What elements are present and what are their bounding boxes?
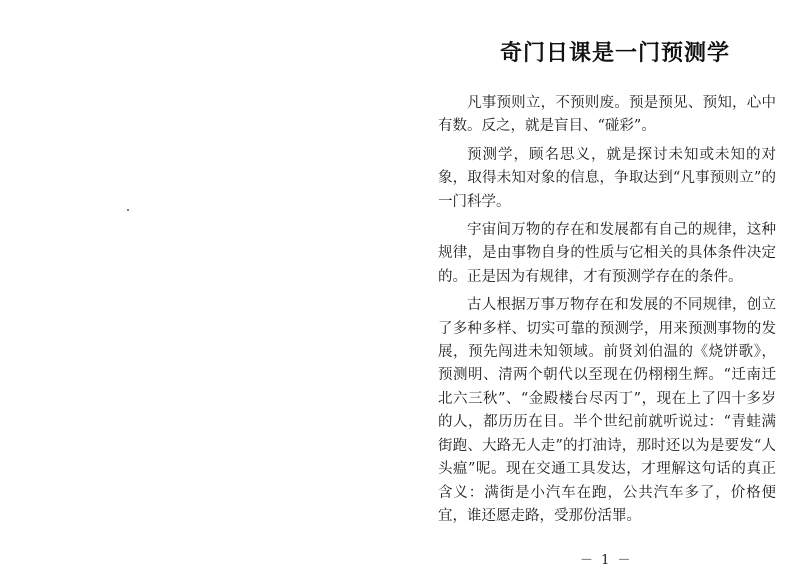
page-number: － 1 －: [580, 553, 633, 568]
paragraph-4: 古人根据万事万物存在和发展的不同规律，创立了多种多样、切实可靠的预测学，用来预测事物的发展，预先闯进未知领域。前贤刘伯温的《烧饼歌》，预测明、清两个朝代以至现在仍栩栩生辉。“迁南迁北六三秋”、“金殿楼台尽丙丁”，现在上了四十多岁的人，都历历在目。半个世纪前就听说过：“青蛙满街跑、大路无人走”的打油诗，那时还以为是要发“人头瘟”呢。现在交通工具发达，才理解这句话的真正含义：满街是小汽车在跑，公共汽车多了，价格便宜，谁还愿走路，受那份活罪。: [438, 297, 776, 524]
body-text: [438, 92, 776, 528]
right-page: [430, 0, 793, 577]
scan-speck: [127, 209, 129, 211]
paragraph-1: 凡事预则立，不预则废。预是预见、预知，心中有数。反之，就是盲目、“碰彩”。: [438, 95, 776, 135]
paragraph-2: 预测学，顾名思义，就是探讨未知或未知的对象，取得未知对象的信息，争取达到“凡事预则立”的一门科学。: [438, 146, 776, 210]
paragraph-3: 宇宙间万物的存在和发展都有自己的规律，这种规律，是由事物自身的性质与它相关的具体条件决定的。正是因为有规律，才有预测学存在的条件。: [438, 222, 776, 285]
chapter-title: 奇门日课是一门预测学: [500, 40, 731, 66]
